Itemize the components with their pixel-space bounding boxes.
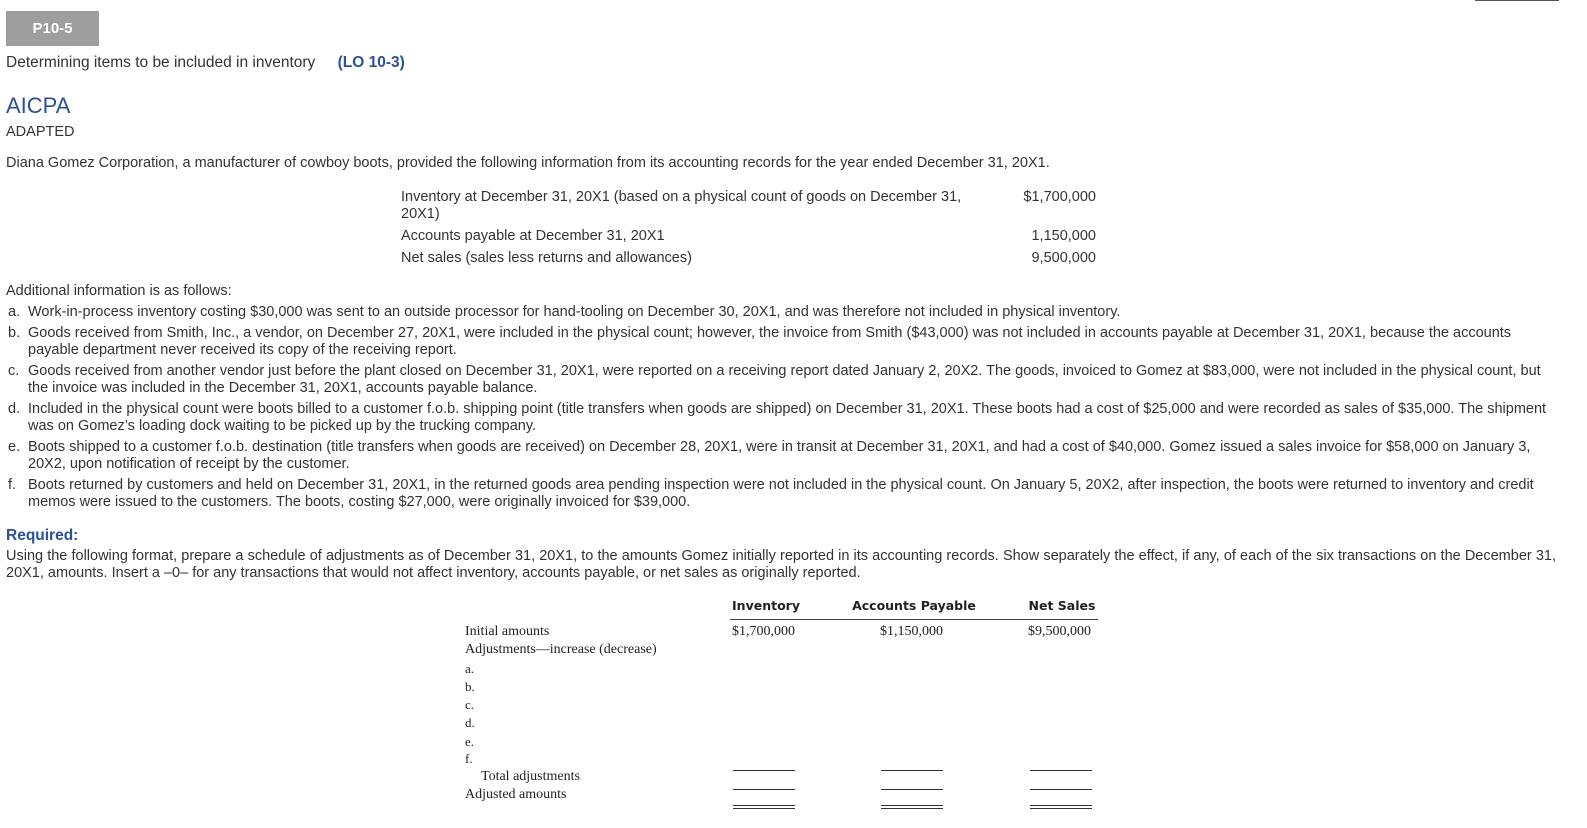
item-letter: d. [8,401,21,417]
required-title: Required: [6,527,79,544]
info-value: $1,700,000 [1023,189,1096,205]
column-header-net-sales: Net Sales [1028,598,1096,613]
list-item [8,439,1556,473]
transaction-list [8,304,1556,515]
subtitle-text: Determining items to be included in inventory [6,54,316,71]
item-letter: c. [8,363,20,379]
adjustment-letter: d. [465,715,475,730]
answer-line [881,770,943,771]
info-label: Accounts payable at December 31, 20X1 [401,228,665,244]
answer-line [733,789,795,790]
column-header-accounts-payable: Accounts Payable [852,598,976,613]
problem-badge: P10-5 [6,11,99,46]
info-label: Inventory at December 31, 20X1 (based on a physical count of goods on December 31, 20X1) [401,189,962,222]
answer-line [1030,805,1092,806]
item-text: Goods received from another vendor just before the plant closed on December 31, 20X1, were reported on a receiving report dated January 2, 20X2. The goods, invoiced to Gomez at $83,000, were not included in the physical count, but the invoice was included in the December 31, 20X1, accounts payable balance. [28,363,1541,396]
required-text: Using the following format, prepare a schedule of adjustments as of December 31, 20X1, to the amounts Gomez initially reported in its accounting records. Show separately the effect, if any, of each of the six transactions on the December 31, 20X1, amounts. Insert a –0– for any transactions that would not affect inventory, accounts payable, or net sales as originally reported. [6,548,1556,581]
answer-line [733,808,795,809]
item-letter: f. [8,477,17,493]
initial-ap-value: $1,150,000 [880,624,943,639]
answer-line [1030,789,1092,790]
problem-subtitle [6,54,405,72]
info-value: 9,500,000 [1031,250,1096,266]
list-item [8,304,1556,321]
info-row [401,228,1096,245]
answer-line [881,808,943,809]
item-text: Included in the physical count were boots billed to a customer f.o.b. shipping point (title transfers when goods are shipped) on December 31, 20X1. These boots had a cost of $25,000 and were recorded as sales of $35,000. The shipment was on Gomez’s loading dock waiting to be picked up by the trucking company. [28,401,1547,434]
initial-inventory-value: $1,700,000 [732,624,795,639]
item-letter: a. [8,304,21,320]
total-adjustments-label: Total adjustments [481,769,580,784]
additional-heading: Additional information is as follows: [6,283,232,299]
source-label: AICPA [6,93,71,118]
adjustment-letter: c. [465,697,475,712]
list-item [8,401,1556,435]
list-item [8,477,1556,511]
item-letter: b. [8,325,21,341]
info-value: 1,150,000 [1031,228,1096,244]
item-text: Goods received from Smith, Inc., a vendor, on December 27, 20X1, were included in the physical count; however, the invoice from Smith ($43,000) was not included in accounts payable at December 31, 20X1, because the accounts payable department never received its copy of the receiving report. [28,325,1512,358]
info-row [401,189,1096,223]
answer-line [733,805,795,806]
adjustment-letter: e. [465,734,475,749]
answer-line [881,789,943,790]
item-text: Boots returned by customers and held on December 31, 20X1, in the returned goods area pending inspection were not included in the physical count. On January 5, 20X2, after inspection, the boots were returned to inventory and credit memos were issued to the customers. The boots, costing $27,000, were originally invoiced for $39,000. [28,477,1534,510]
column-header-inventory: Inventory [732,598,800,613]
source-note: ADAPTED [6,124,75,140]
initial-sales-value: $9,500,000 [1028,624,1091,639]
initial-amounts-label: Initial amounts [465,624,550,639]
answer-line [1030,770,1092,771]
adjusted-amounts-label: Adjusted amounts [465,787,567,802]
item-text: Boots shipped to a customer f.o.b. destination (title transfers when goods are received) on December 28, 20X1, were in transit at December 31, 20X1, and had a cost of $40,000. Gomez issued a sales invoice for $58,000 on January 3, 20X2, upon notification of receipt by the customer. [28,439,1531,472]
answer-line [881,805,943,806]
intro-paragraph: Diana Gomez Corporation, a manufacturer of cowboy boots, provided the following information from its accounting records for the year ended December 31, 20X1. [6,155,1050,171]
info-label: Net sales (sales less returns and allowances) [401,250,692,266]
adjustment-letter: b. [465,679,475,694]
info-row [401,250,1096,267]
item-text: Work-in-process inventory costing $30,000 was sent to an outside processor for hand-tooling on December 30, 20X1, and was therefore not included in physical inventory. [28,304,1121,320]
adjustment-letter: f. [465,751,473,766]
item-letter: e. [8,439,21,455]
answer-line [733,770,795,771]
header-underline [730,619,1098,620]
adjustment-letter: a. [465,661,475,676]
learning-objective-link[interactable]: (LO 10-3) [337,54,405,71]
adjustments-label: Adjustments—increase (decrease) [465,642,657,657]
info-table [401,189,1096,272]
top-rule [1475,0,1559,1]
list-item [8,325,1556,359]
list-item [8,363,1556,397]
answer-line [1030,808,1092,809]
